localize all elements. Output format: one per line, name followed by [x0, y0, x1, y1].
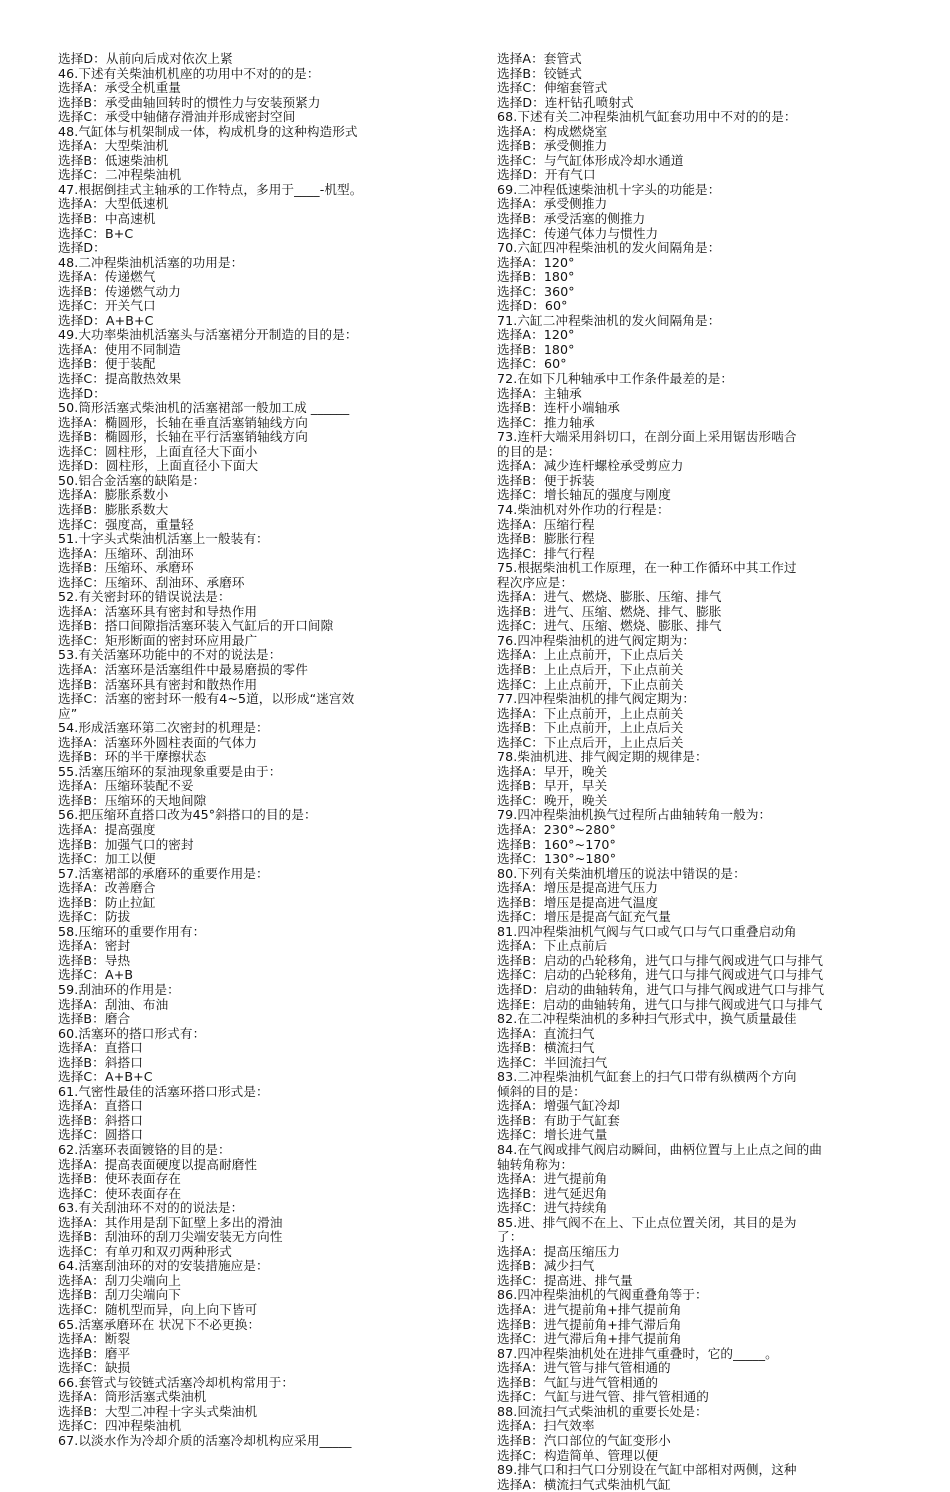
text-line: 选择A：增强气缸冷却 — [497, 1099, 620, 1114]
text-line: 选择A：进气管与排气管相通的 — [497, 1361, 671, 1376]
text-line: 选择B：启动的凸轮移角，进气口与排气阀或进气口与排气 — [497, 953, 824, 968]
text-line: 选择D： — [58, 386, 106, 401]
question-line: 81.四冲程柴油机气阀与气口或气口与气口重叠启动角 — [497, 924, 797, 939]
text-line: 选择A：压缩环装配不妥 — [58, 779, 194, 794]
text-line: 选择A：承受侧推力 — [497, 197, 608, 212]
text-line: 选择C：压缩环、刮油环、承磨环 — [58, 575, 245, 590]
question-line: 69.二冲程低速柴油机十字头的功能是： — [497, 182, 721, 197]
text-line: 选择C：A+B — [58, 968, 134, 983]
question-line: 53.有关活塞环功能中的不对的说法是： — [58, 648, 282, 663]
text-line: 选择D：A+B+C — [58, 313, 154, 328]
text-line: 选择D： — [58, 241, 106, 256]
text-line: 选择A：120° — [497, 328, 575, 343]
question-line: 83.二冲程柴油机气缸套上的扫气口带有纵横两个方向 — [497, 1070, 797, 1085]
text-line: 选择C：推力轴承 — [497, 415, 595, 430]
text-line: 选择C：有单刃和双刃两种形式 — [58, 1244, 232, 1259]
text-line: 应” — [58, 706, 78, 721]
question-line: 59.刮油环的作用是： — [58, 983, 180, 997]
text-line: 选择B：铰链式 — [497, 66, 582, 81]
text-line: 选择C：晚开，晚关 — [497, 793, 608, 808]
text-line: 选择A：刮油、布油 — [58, 997, 169, 1012]
text-line: 选择A：120° — [497, 255, 575, 270]
question-line: 64.活塞刮油环的对的安装措施应是： — [58, 1259, 269, 1274]
text-line: 选择C：与气缸体形成冷却水通道 — [497, 153, 684, 168]
question-line: 75.根据柴油机工作原理，在一种工作循环中其工作过 — [497, 561, 797, 576]
text-line: 选择A：进气、燃烧、膨胀、压缩、排气 — [497, 590, 722, 605]
text-line: 选择A：横流扫气式柴油机气缸 — [497, 1477, 671, 1492]
text-line: 选择B：压缩环、承磨环 — [58, 561, 194, 576]
text-line: 选择C：A+B+C — [58, 1070, 153, 1085]
text-line: 选择C：随机型而异，向上向下皆可 — [58, 1303, 258, 1318]
text-line: 选择C：加工以便 — [58, 852, 156, 867]
text-line: 选择D：连杆钻孔喷射式 — [497, 95, 634, 110]
text-line: 选择B：环的半干摩擦状态 — [58, 750, 207, 765]
question-line: 71.六缸二冲程柴油机的发火间隔角是： — [497, 313, 721, 328]
text-line: 选择B：刮刀尖端向下 — [58, 1288, 181, 1303]
text-line: 选择B：进气、压缩、燃烧、排气、膨胀 — [497, 604, 722, 619]
text-line: 选择C：下止点后开，上止点后关 — [497, 735, 684, 750]
question-line: 49.大功率柴油机活塞头与活塞裙分开制造的目的是： — [58, 328, 358, 343]
text-line: 选择C：构造简单、管理以便 — [497, 1448, 659, 1463]
text-line: 选择B：中高速机 — [58, 212, 156, 227]
text-line: 选择A：压缩环、刮油环 — [58, 546, 194, 561]
text-line: 选择B：减少扫气 — [497, 1259, 595, 1274]
question-line: 77.四冲程柴油机的排气阀定期为： — [497, 692, 696, 707]
text-line: 选择A：活塞环外圆柱表面的气体力 — [58, 735, 258, 750]
text-line: 选择C：四冲程柴油机 — [58, 1419, 182, 1434]
text-line: 选择C：矩形断面的密封环应用最广 — [58, 633, 258, 648]
question-line: 55.活塞压缩环的泵油现象重要是由于： — [58, 764, 282, 779]
text-line: 选择B：膨胀系数大 — [58, 502, 169, 517]
right-column — [497, 52, 897, 1492]
text-line: 选择A：大型柴油机 — [58, 139, 169, 154]
text-line: 选择C：B+C — [58, 226, 134, 241]
text-line: 选择C：伸缩套管式 — [497, 81, 608, 96]
text-line: 选择B：180° — [497, 342, 575, 357]
text-line: 选择C：圆柱形，上面直径大下面小 — [58, 444, 258, 459]
text-line: 选择B：磨平 — [58, 1346, 131, 1361]
text-line: 选择C：传递气体力与惯性力 — [497, 226, 659, 241]
text-line: 选择D：圆柱形，上面直径小下面大 — [58, 459, 259, 474]
text-line: 选择A：使用不同制造 — [58, 342, 181, 357]
text-line: 选择B：低速柴油机 — [58, 153, 169, 168]
text-line: 选择B：160°~170° — [497, 837, 616, 852]
text-line: 倾斜的目的是： — [497, 1084, 586, 1099]
question-line: 54.形成活塞环第二次密封的机理是： — [58, 721, 269, 736]
text-line: 选择A：早开，晚关 — [497, 764, 608, 779]
text-line: 选择B：早开，早关 — [497, 779, 608, 794]
question-line: 76.四冲程柴油机的进气阀定期为： — [497, 633, 696, 648]
question-line: 67.以淡水作为冷却介质的活塞冷却机构应采用_____ — [58, 1433, 352, 1448]
text-line: 选择C：启动的凸轮移角，进气口与排气阀或进气口与排气 — [497, 968, 824, 983]
question-line: 51.十字头式柴油机活塞上一般装有： — [58, 532, 269, 547]
text-line: 选择B：导热 — [58, 953, 131, 968]
text-line: 选择A：压缩行程 — [497, 517, 595, 532]
text-line: 了： — [497, 1230, 523, 1245]
text-line: 选择B：180° — [497, 270, 575, 285]
question-line: 62.活塞环表面镀铬的目的是： — [58, 1143, 231, 1158]
question-line: 73.连杆大端采用斜切口，在剖分面上采用锯齿形啮合 — [497, 430, 797, 445]
text-line: 选择A：提高强度 — [58, 822, 156, 837]
question-line: 48.二冲程柴油机活塞的功用是： — [58, 255, 244, 270]
text-line: 选择A：提高压缩压力 — [497, 1244, 620, 1259]
question-line: 87.四冲程柴油机处在进排气重叠时，它的_____。 — [497, 1346, 778, 1361]
text-line: 选择A：刮刀尖端向上 — [58, 1273, 181, 1288]
text-line: 选择B：压缩环的天地间隙 — [58, 793, 207, 808]
text-line: 选择C：二冲程柴油机 — [58, 168, 182, 183]
text-line: 轴转角称为： — [497, 1157, 574, 1172]
text-line: 选择C：360° — [497, 284, 575, 299]
text-line: 选择A：传递燃气 — [58, 270, 156, 285]
text-line: 选择A：改善磨合 — [58, 881, 156, 896]
text-line: 选择B：气缸与进气管相通的 — [497, 1375, 659, 1390]
text-line: 选择C：提高散热效果 — [58, 372, 182, 387]
text-line: 选择B：磨合 — [58, 1012, 131, 1027]
text-line: 选择E：启动的曲轴转角，进气口与排气阀或进气口与排气 — [497, 997, 823, 1012]
text-line: 选择B：大型二冲程十字头式柴油机 — [58, 1404, 258, 1419]
question-line: 56.把压缩环直搭口改为45°斜搭口的目的是： — [58, 808, 317, 823]
text-line: 选择C：承受中轴储存滑油并形成密封空间 — [58, 110, 296, 125]
question-line: 47.根据倒挂式主轴承的工作特点，多用于____-机型。 — [58, 182, 363, 197]
text-line: 选择A：构成燃烧室 — [497, 124, 608, 139]
text-line: 选择B：横流扫气 — [497, 1041, 595, 1056]
question-line: 85.进、排气阀不在上、下止点位置关闭，其目的是为 — [497, 1215, 797, 1230]
text-line: 选择A：膨胀系数小 — [58, 488, 169, 503]
question-line: 50.筒形活塞式柴油机的活塞裙部一般加工成 ______ — [58, 401, 350, 416]
text-line: 选择C：气缸与进气管、排气管相通的 — [497, 1390, 709, 1405]
text-line: 选择C：开关气口 — [58, 299, 156, 314]
text-line: 选择D：启动的曲轴转角，进气口与排气阀或进气口与排气 — [497, 983, 825, 997]
text-line: 选择A：直流扫气 — [497, 1026, 595, 1041]
text-line: 选择B：有助于气缸套 — [497, 1113, 620, 1128]
question-line: 74.柴油机对外作功的行程是： — [497, 502, 670, 517]
question-line: 80.下列有关柴油机增压的说法中错误的是： — [497, 866, 746, 881]
question-line: 86.四冲程柴油机的气阀重叠角等于： — [497, 1288, 708, 1303]
text-line: 选择B：搭口间隙指活塞环装入气缸后的开口间隙 — [58, 619, 334, 634]
question-line: 68.下述有关二冲程柴油机气缸套功用中不对的的是： — [497, 110, 797, 125]
text-line: 选择C：上止点前开，下止点前关 — [497, 677, 684, 692]
text-line: 选择A：提高表面硬度以提高耐磨性 — [58, 1157, 258, 1172]
question-line: 48.气缸体与机架制成一体，构成机身的这种构造形式 — [58, 124, 358, 139]
text-line: 选择B：进气延迟角 — [497, 1186, 608, 1201]
text-line: 选择B：椭圆形，长轴在平行活塞销轴线方向 — [58, 430, 308, 445]
text-line: 选择A：密封 — [58, 939, 131, 954]
text-line: 选择A：活塞环是活塞组件中最易磨损的零件 — [58, 662, 308, 677]
text-line: 选择B：进气提前角+排气滞后角 — [497, 1317, 682, 1332]
text-line: 选择A：直搭口 — [58, 1099, 143, 1114]
text-line: 选择B：斜搭口 — [58, 1113, 143, 1128]
question-line: 88.回流扫气式柴油机的重要长处是： — [497, 1404, 708, 1419]
text-line: 选择D：从前向后成对依次上紧 — [58, 52, 233, 66]
question-line: 46.下述有关柴油机机座的功用中不对的的是： — [58, 66, 320, 81]
text-line: 选择C：缺损 — [58, 1361, 131, 1376]
question-line: 63.有关刮油环不对的的说法是： — [58, 1201, 244, 1216]
question-line: 72.在如下几种轴承中工作条件最差的是： — [497, 372, 734, 387]
text-line: 选择C：增长进气量 — [497, 1128, 608, 1143]
text-line: 选择B：使环表面存在 — [58, 1172, 181, 1187]
text-line: 选择A：筒形活塞式柴油机 — [58, 1390, 207, 1405]
text-line: 程次序应是： — [497, 575, 574, 590]
question-line: 57.活塞裙部的承磨环的重要作用是： — [58, 866, 269, 881]
question-line: 61.气密性最佳的活塞环搭口形式是： — [58, 1084, 269, 1099]
text-line: 选择B：防止拉缸 — [58, 895, 156, 910]
question-line: 60.活塞环的搭口形式有： — [58, 1026, 206, 1041]
text-line: 选择C：130°~180° — [497, 852, 617, 867]
question-line: 58.压缩环的重要作用有： — [58, 924, 206, 939]
text-line: 选择B：斜搭口 — [58, 1055, 143, 1070]
text-line: 选择C：进气滞后角+排气提前角 — [497, 1332, 682, 1347]
text-line: 选择C：强度高，重量轻 — [58, 517, 194, 532]
text-line: 选择B：上止点后开，下止点前关 — [497, 662, 684, 677]
text-line: 选择B：传递燃气动力 — [58, 284, 181, 299]
text-line: 选择D：开有气口 — [497, 168, 596, 183]
question-line: 65.活塞承磨环在 状况下不必更换： — [58, 1317, 261, 1332]
text-line: 选择C：增长轴瓦的强度与刚度 — [497, 488, 671, 503]
text-line: 选择A：进气提前角 — [497, 1172, 608, 1187]
text-line: 选择A：上止点前开，下止点后关 — [497, 648, 684, 663]
text-line: 选择A：断裂 — [58, 1332, 131, 1347]
text-line: 选择A：主轴承 — [497, 386, 582, 401]
question-line: 82.在二冲程柴油机的多种扫气形式中，换气质量最佳 — [497, 1012, 797, 1027]
text-line: 选择A：扫气效率 — [497, 1419, 595, 1434]
text-line: 选择C：进气持续角 — [497, 1201, 608, 1216]
text-line: 选择C：增压是提高气缸充气量 — [497, 910, 671, 925]
text-line: 选择A：减少连杆螺栓承受剪应力 — [497, 459, 684, 474]
question-line: 84.在气阀或排气阀启动瞬间，曲柄位置与上止点之间的曲 — [497, 1143, 822, 1158]
text-line: 选择B：增压是提高进气温度 — [497, 895, 659, 910]
text-line: 选择B：刮油环的刮刀尖端安装无方向性 — [58, 1230, 283, 1245]
text-line: 选择B：活塞环具有密封和散热作用 — [58, 677, 258, 692]
question-line: 70.六缸四冲程柴油机的发火间隔角是： — [497, 241, 721, 256]
text-line: 选择A：其作用是刮下缸壁上多出的滑油 — [58, 1215, 283, 1230]
left-column — [58, 52, 458, 1449]
question-line: 89.排气口和扫气口分别设在气缸中部相对两侧，这种 — [497, 1463, 797, 1478]
text-line: 选择C：圆搭口 — [58, 1128, 144, 1143]
text-line: 选择B：便于装配 — [58, 357, 156, 372]
text-line: 选择B：膨胀行程 — [497, 532, 595, 547]
text-line: 选择B：便于拆装 — [497, 473, 595, 488]
question-line: 52.有关密封环的错误说法是： — [58, 590, 231, 605]
text-line: 选择A：230°~280° — [497, 822, 616, 837]
text-line: 选择B：承受曲轴回转时的惯性力与安装预紧力 — [58, 95, 321, 110]
text-line: 选择A：活塞环具有密封和导热作用 — [58, 604, 258, 619]
text-line: 选择C：半回流扫气 — [497, 1055, 608, 1070]
text-line: 选择A：进气提前角+排气提前角 — [497, 1303, 682, 1318]
text-line: 选择C：活塞的密封环一般有4~5道，以形成“迷宫效 — [58, 692, 355, 707]
text-line: 选择C：排气行程 — [497, 546, 595, 561]
text-line: 选择C：进气、压缩、燃烧、膨胀、排气 — [497, 619, 722, 634]
text-line: 选择C：60° — [497, 357, 567, 372]
text-line: 选择C：提高进、排气量 — [497, 1273, 633, 1288]
text-line: 的目的是： — [497, 444, 561, 459]
question-line: 50.铝合金活塞的缺陷是： — [58, 473, 206, 488]
text-line: 选择A：套管式 — [497, 52, 582, 66]
text-line: 选择B：下止点前开，上止点后关 — [497, 721, 684, 736]
text-line: 选择C：防拔 — [58, 910, 131, 925]
text-line: 选择B：连杆小端轴承 — [497, 401, 620, 416]
text-line: 选择A：下止点前后 — [497, 939, 608, 954]
text-line: 选择A：增压是提高进气压力 — [497, 881, 659, 896]
question-line: 78.柴油机进、排气阀定期的规律是： — [497, 750, 708, 765]
text-line: 选择B：承受活塞的侧推力 — [497, 212, 646, 227]
text-line: 选择B：承受侧推力 — [497, 139, 608, 154]
question-line: 66.套管式与铰链式活塞冷却机构常用于： — [58, 1375, 295, 1390]
text-line: 选择A：承受全机重量 — [58, 81, 181, 96]
text-line: 选择A：大型低速机 — [58, 197, 169, 212]
text-line: 选择C：使环表面存在 — [58, 1186, 182, 1201]
text-line: 选择B：加强气口的密封 — [58, 837, 194, 852]
text-line: 选择A：下止点前开，上止点前关 — [497, 706, 684, 721]
question-line: 79.四冲程柴油机换气过程所占曲轴转角一般为： — [497, 808, 772, 823]
text-line: 选择A：椭圆形，长轴在垂直活塞销轴线方向 — [58, 415, 308, 430]
text-line: 选择B：汽口部位的气缸变形小 — [497, 1433, 671, 1448]
text-line: 选择A：直搭口 — [58, 1041, 143, 1056]
text-line: 选择D：60° — [497, 299, 568, 314]
